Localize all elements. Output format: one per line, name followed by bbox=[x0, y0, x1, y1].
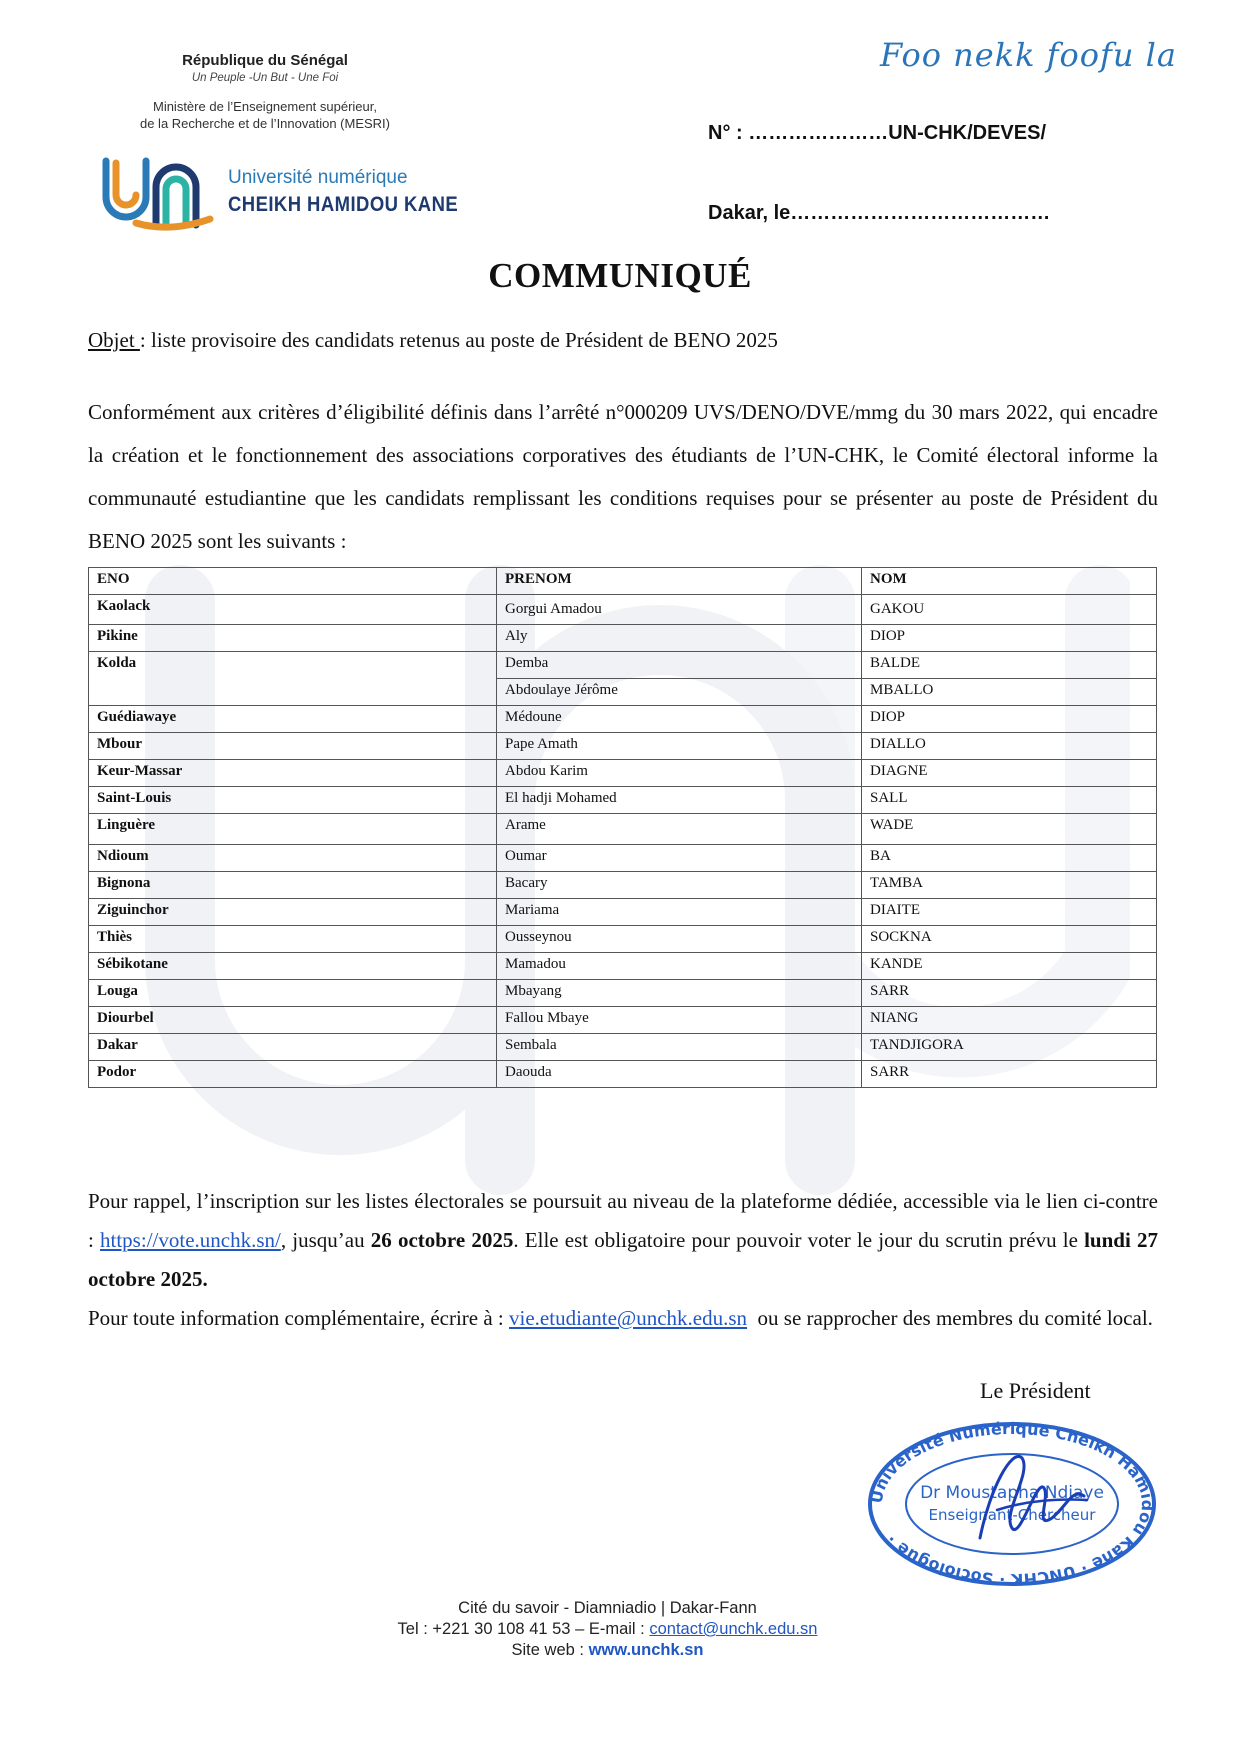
national-motto: Un Peuple -Un But - Une Foi bbox=[191, 72, 339, 84]
cell-prenom: Daouda bbox=[497, 1061, 862, 1088]
cell-eno: Diourbel bbox=[89, 1007, 497, 1034]
cell-nom: NIANG bbox=[862, 1007, 1157, 1034]
cell-nom: DIAITE bbox=[862, 899, 1157, 926]
footer-website-link[interactable]: www.unchk.sn bbox=[588, 1641, 704, 1659]
table-row bbox=[89, 980, 1157, 1007]
cell-prenom: Pape Amath bbox=[497, 733, 862, 760]
university-name-line1: Université numérique bbox=[228, 167, 408, 188]
vote-date: lundi 27 octobre 2025. bbox=[88, 1228, 1158, 1291]
cell-prenom: Abdou Karim bbox=[497, 760, 862, 787]
cell-prenom: Arame bbox=[497, 814, 862, 845]
cell-eno: Thiès bbox=[89, 926, 497, 953]
cell-prenom: Demba bbox=[497, 652, 862, 679]
table-row bbox=[89, 953, 1157, 980]
registration-deadline: 26 octobre 2025 bbox=[370, 1228, 514, 1252]
reminder-paragraph: Pour rappel, l’inscription sur les listes électorales se poursuit au niveau de la plateforme dédiée, accessible via le lien ci-contre : https://vote.unchk.sn/, jusqu’au 26 octobre 2025. Elle est obligatoire pour pouvoir voter le jour du scrutin prévu le lundi 27 octobre 2025. bbox=[88, 1189, 1158, 1291]
table-row bbox=[89, 760, 1157, 787]
cell-prenom: Mariama bbox=[497, 899, 862, 926]
cell-prenom: Médoune bbox=[497, 706, 862, 733]
subject-text: : liste provisoire des candidats retenus au poste de Président de BENO 2025 bbox=[139, 328, 778, 352]
cell-nom: GAKOU bbox=[862, 595, 1157, 625]
table-row bbox=[89, 625, 1157, 652]
cell-nom: DIAGNE bbox=[862, 760, 1157, 787]
cell-nom: BALDE bbox=[862, 652, 1157, 679]
document-title: COMMUNIQUÉ bbox=[488, 256, 752, 295]
table-row bbox=[89, 787, 1157, 814]
cell-nom: BA bbox=[862, 845, 1157, 872]
cell-eno: Keur-Massar bbox=[89, 760, 497, 787]
cell-prenom: Abdoulaye Jérôme bbox=[497, 679, 862, 706]
table-row bbox=[89, 926, 1157, 953]
contact-paragraph: Pour toute information complémentaire, écrire à : vie.etudiante@unchk.edu.sn ou se rapprocher des membres du comité local. bbox=[88, 1306, 1153, 1330]
table-row bbox=[89, 872, 1157, 899]
stamp-name: Dr Moustapha Ndiaye bbox=[920, 1483, 1104, 1503]
republic-label: République du Sénégal bbox=[182, 52, 348, 69]
page-footer bbox=[0, 1598, 1215, 1661]
cell-prenom: Gorgui Amadou bbox=[497, 595, 862, 625]
table-row bbox=[89, 1007, 1157, 1034]
un-logo-icon bbox=[100, 153, 218, 231]
cell-eno: Kaolack bbox=[89, 595, 497, 625]
footer-address: Cité du savoir - Diamniadio | Dakar-Fann bbox=[458, 1599, 757, 1617]
university-logo bbox=[100, 153, 459, 233]
table-row bbox=[89, 845, 1157, 872]
stamp-ring-text: Université Numérique Cheikh Hamidou Kane · UNCHK · Sociologue · bbox=[866, 1418, 1158, 1590]
cell-eno: Bignona bbox=[89, 872, 497, 899]
cell-eno: Linguère bbox=[89, 814, 497, 845]
cell-eno: Dakar bbox=[89, 1034, 497, 1061]
cell-nom: WADE bbox=[862, 814, 1157, 845]
cell-eno: Louga bbox=[89, 980, 497, 1007]
official-stamp bbox=[862, 1418, 1162, 1590]
table-header-row bbox=[89, 568, 1157, 595]
footer-email-link[interactable]: contact@unchk.edu.sn bbox=[649, 1620, 818, 1638]
cell-nom: TAMBA bbox=[862, 872, 1157, 899]
signature-label: Le Président bbox=[980, 1378, 1091, 1403]
table-row bbox=[89, 1061, 1157, 1088]
cell-nom: MBALLO bbox=[862, 679, 1157, 706]
ministry-label: Ministère de l’Enseignement supérieur, de la Recherche et de l’Innovation (MESRI) bbox=[139, 99, 390, 131]
table-row bbox=[89, 899, 1157, 926]
stamp-title: Enseignant-Chercheur bbox=[928, 1506, 1096, 1524]
cell-prenom: Aly bbox=[497, 625, 862, 652]
student-life-email-link[interactable]: vie.etudiante@unchk.edu.sn bbox=[509, 1306, 748, 1330]
cell-eno: Podor bbox=[89, 1061, 497, 1088]
date-line: Dakar, le………………………………… bbox=[708, 202, 1051, 224]
subject-line bbox=[88, 328, 778, 353]
cell-eno: Pikine bbox=[89, 625, 497, 652]
cell-eno: Ziguinchor bbox=[89, 899, 497, 926]
reference-number: N° : …………………UN-CHK/DEVES/ bbox=[708, 122, 1047, 144]
cell-prenom: Oumar bbox=[497, 845, 862, 872]
footer-contact: Tel : +221 30 108 41 53 – E-mail : contact@unchk.edu.sn bbox=[397, 1620, 818, 1638]
column-header-eno: ENO bbox=[89, 568, 497, 595]
cell-eno: Sébikotane bbox=[89, 953, 497, 980]
subject-label: Objet bbox=[88, 328, 140, 352]
cell-prenom: Sembala bbox=[497, 1034, 862, 1061]
cell-nom: SARR bbox=[862, 980, 1157, 1007]
cell-nom: TANDJIGORA bbox=[862, 1034, 1157, 1061]
table-row bbox=[89, 814, 1157, 845]
cell-eno: Kolda bbox=[89, 652, 497, 706]
university-name-line2: CHEIKH HAMIDOU KANE bbox=[228, 193, 459, 216]
wolof-motto: Foo nekk foofu la bbox=[880, 36, 1177, 74]
cell-nom: SALL bbox=[862, 787, 1157, 814]
column-header-nom: NOM bbox=[862, 568, 1157, 595]
cell-prenom: Fallou Mbaye bbox=[497, 1007, 862, 1034]
cell-prenom: Bacary bbox=[497, 872, 862, 899]
vote-platform-link[interactable]: https://vote.unchk.sn/ bbox=[100, 1228, 281, 1252]
cell-eno: Ndioum bbox=[89, 845, 497, 872]
cell-nom: DIOP bbox=[862, 706, 1157, 733]
cell-prenom: Mamadou bbox=[497, 953, 862, 980]
cell-eno: Mbour bbox=[89, 733, 497, 760]
column-header-prenom: PRENOM bbox=[497, 568, 862, 595]
cell-prenom: Mbayang bbox=[497, 980, 862, 1007]
table-body bbox=[89, 595, 1157, 1088]
table-row bbox=[89, 595, 1157, 625]
candidates-table bbox=[88, 567, 1157, 1088]
footer-website: Site web : www.unchk.sn bbox=[511, 1641, 704, 1659]
ministry-header bbox=[100, 52, 430, 132]
table-row bbox=[89, 652, 1157, 679]
cell-nom: SARR bbox=[862, 1061, 1157, 1088]
table-row bbox=[89, 733, 1157, 760]
cell-prenom: Ousseynou bbox=[497, 926, 862, 953]
cell-nom: SOCKNA bbox=[862, 926, 1157, 953]
intro-paragraph: Conformément aux critères d’éligibilité définis dans l’arrêté n°000209 UVS/DENO/DVE/mmg du 30 mars 2022, qui encadre la création et le fonctionnement des associations corporatives des étudiants de l’UN-CHK, le Comité électoral informe la communauté estudiantine que les candidats remplissant les conditions requises pour se présenter au poste de Président du BENO 2025 sont les suivants : bbox=[88, 400, 1158, 553]
table-row bbox=[89, 1034, 1157, 1061]
table-row bbox=[89, 706, 1157, 733]
cell-eno: Saint-Louis bbox=[89, 787, 497, 814]
cell-prenom: El hadji Mohamed bbox=[497, 787, 862, 814]
cell-eno: Guédiawaye bbox=[89, 706, 497, 733]
cell-nom: KANDE bbox=[862, 953, 1157, 980]
cell-nom: DIALLO bbox=[862, 733, 1157, 760]
cell-nom: DIOP bbox=[862, 625, 1157, 652]
